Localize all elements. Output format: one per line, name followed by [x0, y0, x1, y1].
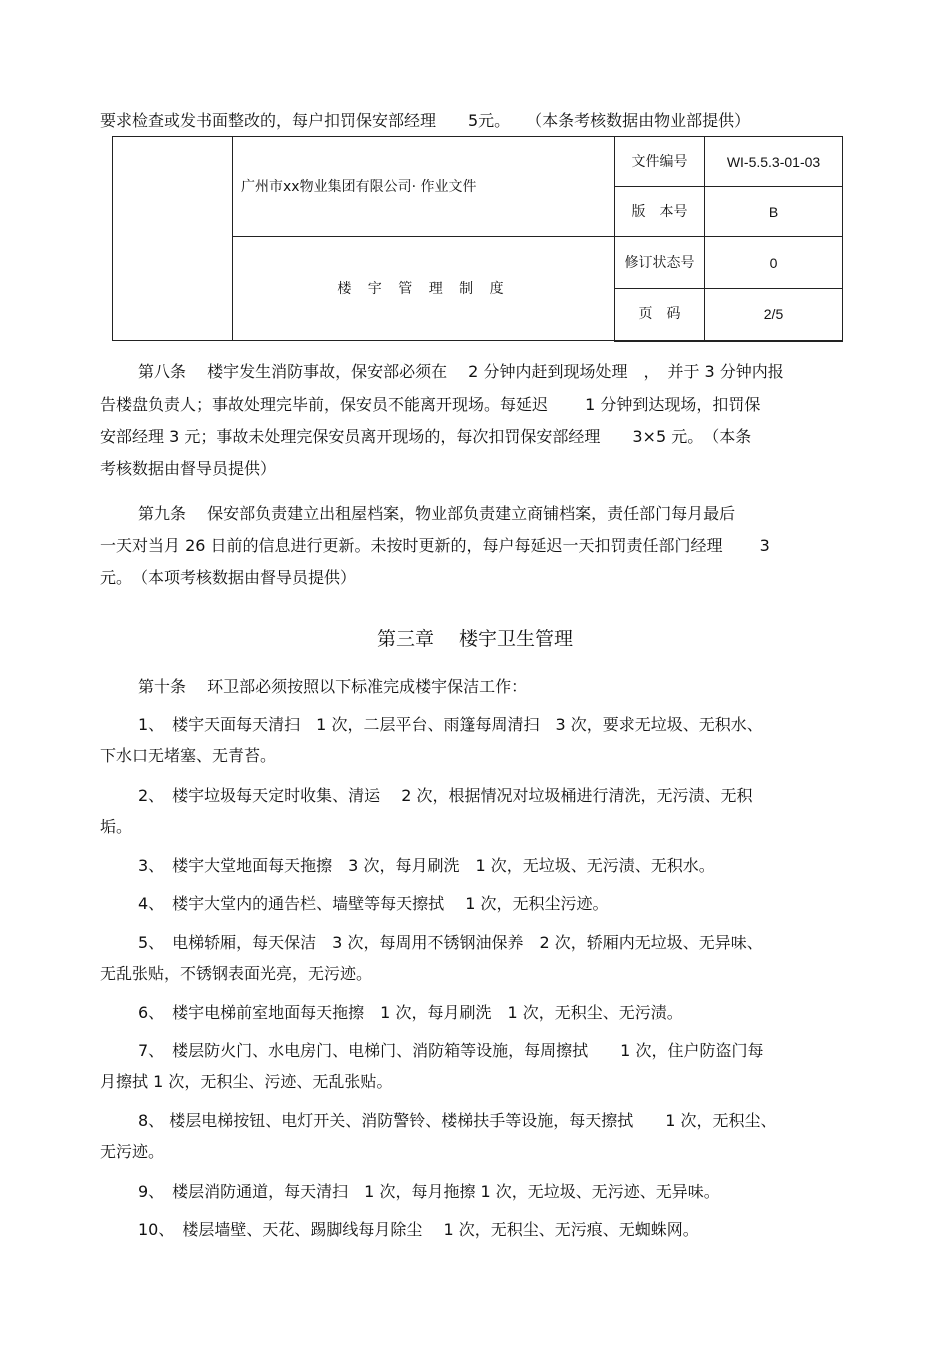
- item-1-line-1: 1、 楼宇天面每天清扫 1 次，二层平台、雨篷每周清扫 3 次，要求无垃圾、无积水、: [138, 715, 763, 734]
- art10-intro: 第十条 环卫部必须按照以下标准完成楼宇保洁工作：: [138, 677, 528, 696]
- item-7-line-2: 月擦拭 1 次，无积尘、污迹、无乱张贴。: [100, 1072, 393, 1091]
- item-7-line-1: 7、 楼层防火门、水电房门、电梯门、消防箱等设施，每周擦拭 1 次，住户防盗门每: [138, 1041, 764, 1060]
- item-5-line-1: 5、 电梯轿厢，每天保洁 3 次，每周用不锈钢油保养 2 次，轿厢内无垃圾、无异味、: [138, 933, 763, 952]
- item-10: 10、 楼层墙壁、天花、踢脚线每月除尘 1 次，无积尘、无污痕、无蜘蛛网。: [138, 1220, 699, 1239]
- art8-line-2: 告楼盘负责人；事故处理完毕前，保安员不能离开现场。每延迟 1 分钟到达现场，扣罚保: [100, 395, 761, 414]
- item-8-line-2: 无污迹。: [100, 1142, 165, 1161]
- art9-line-1: 第九条 保安部负责建立出租屋档案，物业部负责建立商铺档案，责任部门每月最后: [138, 504, 736, 523]
- item-2-line-1: 2、 楼宇垃圾每天定时收集、清运 2 次，根据情况对垃圾桶进行清洗，无污渍、无积: [138, 786, 753, 805]
- item-3: 3、 楼宇大堂地面每天拖擦 3 次，每月刷洗 1 次，无垃圾、无污渍、无积水。: [138, 856, 715, 875]
- item-8-line-1: 8、 楼层电梯按钮、电灯开关、消防警铃、楼梯扶手等设施，每天擦拭 1 次，无积尘、: [138, 1111, 777, 1130]
- header-table: [112, 136, 843, 342]
- chapter-heading: 第三章 楼宇卫生管理: [376, 628, 574, 650]
- art8-line-4: 考核数据由督导员提供）: [100, 459, 277, 478]
- doc-number-value: WI-5.5.3-01-03: [705, 137, 843, 187]
- item-5-line-2: 无乱张贴，不锈钢表面光亮，无污迹。: [100, 964, 373, 983]
- doc-title: 楼 宇 管 理 制 度: [233, 237, 615, 341]
- item-6: 6、 楼宇电梯前室地面每天拖擦 1 次，每月刷洗 1 次，无积尘、无污渍。: [138, 1003, 683, 1022]
- top-line: 要求检查或发书面整改的，每户扣罚保安部经理 5元。 （本条考核数据由物业部提供）: [100, 111, 751, 130]
- company-name: 广州市xx物业集团有限公司· 作业文件: [233, 137, 615, 237]
- art8-line-1: 第八条 楼宇发生消防事故，保安部必须在 2 分钟内赶到现场处理 ， 并于 3 分钟内报: [138, 362, 784, 381]
- page-value: 2/5: [705, 289, 843, 341]
- logo-cell: [113, 137, 233, 341]
- revision-value: 0: [705, 237, 843, 289]
- page-label: 页 码: [615, 289, 705, 341]
- item-2-line-2: 垢。: [100, 817, 133, 836]
- art8-line-3: 安部经理 3 元；事故未处理完保安员离开现场的，每次扣罚保安部经理 3×5 元。 （本条: [100, 427, 752, 446]
- art9-line-3: 元。 （本项考核数据由督导员提供）: [100, 568, 357, 587]
- item-9: 9、 楼层消防通道，每天清扫 1 次，每月拖擦 1 次，无垃圾、无污迹、无异味。: [138, 1182, 720, 1201]
- version-label: 版 本号: [615, 187, 705, 237]
- doc-number-label: 文件编号: [615, 137, 705, 187]
- art9-line-2: 一天对当月 26 日前的信息进行更新。未按时更新的，每户每延迟一天扣罚责任部门经理 3: [100, 536, 770, 555]
- item-1-line-2: 下水口无堵塞、无青苔。: [100, 746, 277, 765]
- item-4: 4、 楼宇大堂内的通告栏、墙壁等每天擦拭 1 次，无积尘污迹。: [138, 894, 609, 913]
- version-value: B: [705, 187, 843, 237]
- revision-label: 修订状态号: [615, 237, 705, 289]
